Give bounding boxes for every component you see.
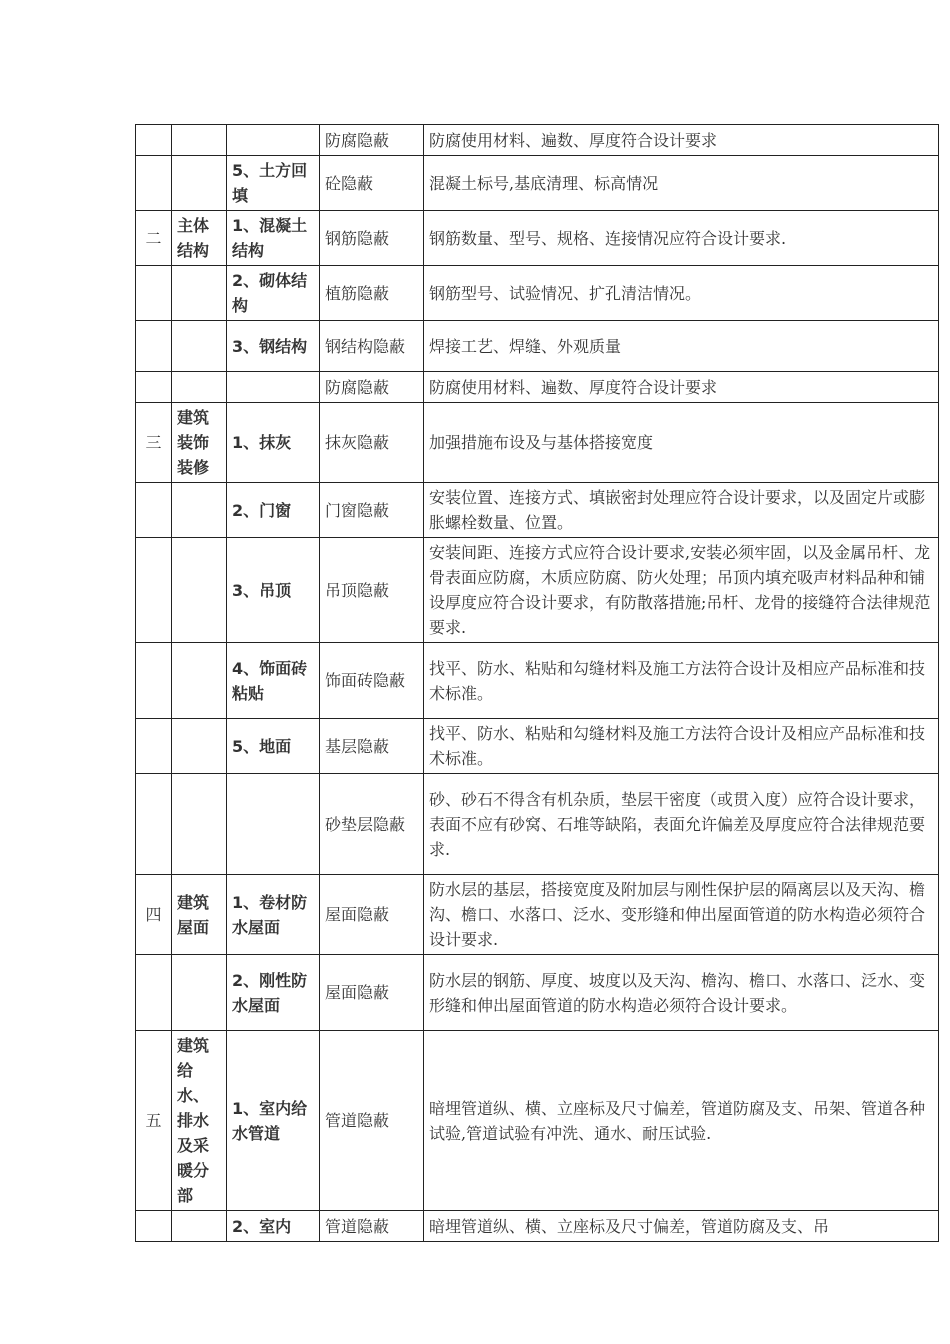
section-category (172, 483, 227, 538)
table-row (136, 955, 939, 1031)
section-category (172, 1211, 227, 1242)
table-row (136, 156, 939, 211)
table-row (136, 211, 939, 266)
section-number (136, 125, 172, 156)
inspection-content: 防水层的基层，搭接宽度及附加层与刚性保护层的隔离层以及天沟、檐沟、檐口、水落口、泛水、变形缝和伸出屋面管道的防水构造必须符合设计要求. (424, 875, 939, 955)
concealment-type: 屋面隐蔽 (320, 875, 424, 955)
concealment-type: 吊顶隐蔽 (320, 538, 424, 643)
concealment-type: 抹灰隐蔽 (320, 403, 424, 483)
inspection-content: 暗埋管道纵、横、立座标及尺寸偏差，管道防腐及支、吊 (424, 1211, 939, 1242)
section-number (136, 643, 172, 719)
section-category (172, 125, 227, 156)
work-item: 2、室内 (227, 1211, 320, 1242)
section-category: 建筑装饰装修 (172, 403, 227, 483)
work-item: 4、饰面砖粘贴 (227, 643, 320, 719)
section-category: 建筑给水、排水及采暖分部 (172, 1031, 227, 1211)
inspection-content: 安装位置、连接方式、填嵌密封处理应符合设计要求，以及固定片或膨胀螺栓数量、位置。 (424, 483, 939, 538)
section-category (172, 719, 227, 774)
table-row (136, 266, 939, 321)
section-number (136, 538, 172, 643)
inspection-content: 找平、防水、粘贴和勾缝材料及施工方法符合设计及相应产品标准和技术标准。 (424, 643, 939, 719)
section-number (136, 1211, 172, 1242)
section-number: 二 (136, 211, 172, 266)
inspection-content: 混凝土标号,基底清理、标高情况 (424, 156, 939, 211)
work-item: 2、刚性防水屋面 (227, 955, 320, 1031)
section-number: 四 (136, 875, 172, 955)
work-item: 2、门窗 (227, 483, 320, 538)
table-row (136, 403, 939, 483)
concealment-type: 防腐隐蔽 (320, 125, 424, 156)
inspection-content: 防腐使用材料、遍数、厚度符合设计要求 (424, 125, 939, 156)
section-number (136, 266, 172, 321)
inspection-content: 暗埋管道纵、横、立座标及尺寸偏差，管道防腐及支、吊架、管道各种试验,管道试验有冲洗、通水、耐压试验. (424, 1031, 939, 1211)
inspection-content: 钢筋数量、型号、规格、连接情况应符合设计要求. (424, 211, 939, 266)
table-row (136, 483, 939, 538)
section-number: 三 (136, 403, 172, 483)
work-item: 3、钢结构 (227, 321, 320, 372)
concealment-type: 钢筋隐蔽 (320, 211, 424, 266)
section-category (172, 156, 227, 211)
table-row (136, 875, 939, 955)
section-category: 建筑屋面 (172, 875, 227, 955)
table-row (136, 719, 939, 774)
section-category (172, 774, 227, 875)
section-category (172, 266, 227, 321)
section-category (172, 538, 227, 643)
concealment-type: 植筋隐蔽 (320, 266, 424, 321)
work-item: 5、土方回填 (227, 156, 320, 211)
work-item (227, 125, 320, 156)
inspection-content: 钢筋型号、试验情况、扩孔清洁情况。 (424, 266, 939, 321)
concealment-type: 屋面隐蔽 (320, 955, 424, 1031)
inspection-content: 焊接工艺、焊缝、外观质量 (424, 321, 939, 372)
table-row (136, 538, 939, 643)
table-row (136, 321, 939, 372)
section-number: 五 (136, 1031, 172, 1211)
inspection-content: 防水层的钢筋、厚度、坡度以及天沟、檐沟、檐口、水落口、泛水、变形缝和伸出屋面管道的防水构造必须符合设计要求。 (424, 955, 939, 1031)
table-row (136, 643, 939, 719)
section-number (136, 774, 172, 875)
concealment-type: 砼隐蔽 (320, 156, 424, 211)
table-row (136, 774, 939, 875)
concealment-type: 砂垫层隐蔽 (320, 774, 424, 875)
work-item: 1、卷材防水屋面 (227, 875, 320, 955)
inspection-content: 砂、砂石不得含有机杂质，垫层干密度（或贯入度）应符合设计要求，表面不应有砂窝、石堆等缺陷，表面允许偏差及厚度应符合法律规范要求. (424, 774, 939, 875)
table-row (136, 125, 939, 156)
table-row (136, 1031, 939, 1211)
inspection-content: 防腐使用材料、遍数、厚度符合设计要求 (424, 372, 939, 403)
section-category (172, 321, 227, 372)
work-item: 1、抹灰 (227, 403, 320, 483)
section-number (136, 321, 172, 372)
inspection-table (135, 124, 939, 1242)
concealment-type: 管道隐蔽 (320, 1031, 424, 1211)
inspection-content: 加强措施布设及与基体搭接宽度 (424, 403, 939, 483)
section-category (172, 372, 227, 403)
work-item (227, 774, 320, 875)
concealment-type: 饰面砖隐蔽 (320, 643, 424, 719)
section-number (136, 483, 172, 538)
inspection-content: 找平、防水、粘贴和勾缝材料及施工方法符合设计及相应产品标准和技术标准。 (424, 719, 939, 774)
section-category: 主体结构 (172, 211, 227, 266)
work-item: 1、室内给水管道 (227, 1031, 320, 1211)
table-row (136, 1211, 939, 1242)
concealment-type: 防腐隐蔽 (320, 372, 424, 403)
section-number (136, 372, 172, 403)
work-item: 5、地面 (227, 719, 320, 774)
section-category (172, 955, 227, 1031)
section-number (136, 156, 172, 211)
inspection-content: 安装间距、连接方式应符合设计要求,安装必须牢固，以及金属吊杆、龙骨表面应防腐，木质应防腐、防火处理；吊顶内填充吸声材料品种和铺设厚度应符合设计要求，有防散落措施;吊杆、龙骨的接缝符合法律规范要求. (424, 538, 939, 643)
work-item: 1、混凝土结构 (227, 211, 320, 266)
table-row (136, 372, 939, 403)
section-category (172, 643, 227, 719)
concealment-type: 门窗隐蔽 (320, 483, 424, 538)
work-item (227, 372, 320, 403)
section-number (136, 719, 172, 774)
concealment-type: 钢结构隐蔽 (320, 321, 424, 372)
section-number (136, 955, 172, 1031)
work-item: 3、吊顶 (227, 538, 320, 643)
work-item: 2、砌体结构 (227, 266, 320, 321)
concealment-type: 管道隐蔽 (320, 1211, 424, 1242)
concealment-type: 基层隐蔽 (320, 719, 424, 774)
